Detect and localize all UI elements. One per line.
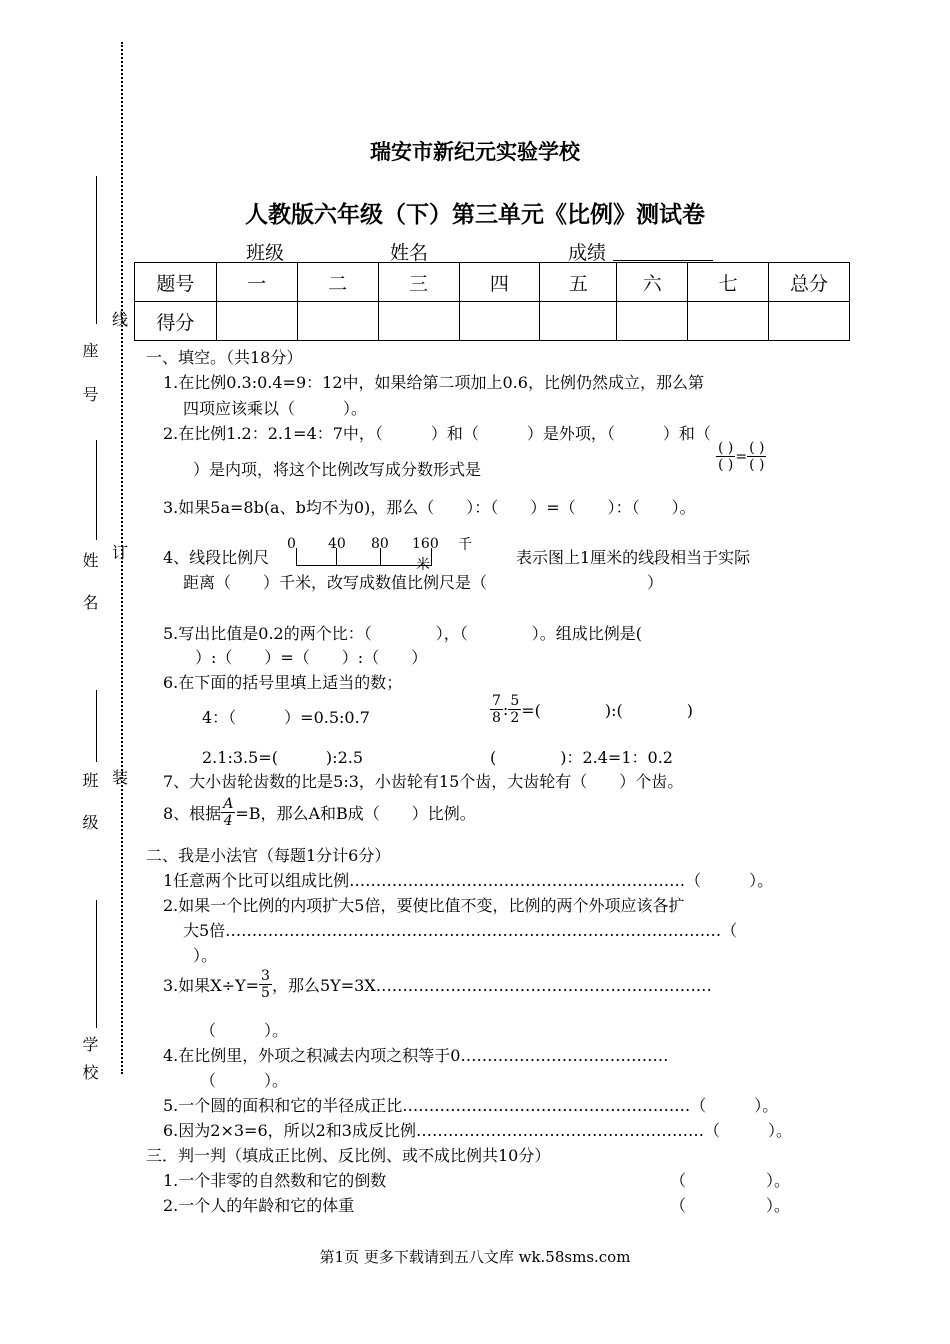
school-line <box>96 900 97 1028</box>
s2-q3-prefix: 3.如果X÷Y= <box>163 976 260 995</box>
side-label-zhuang: 装 <box>112 768 129 787</box>
fraction: $\frac{7}{8}$ <box>492 693 501 726</box>
scale-unit: 千 <box>458 537 472 553</box>
school-name: 瑞安市新纪元实验学校 <box>370 139 580 164</box>
score-row-label: 得分 <box>135 302 217 341</box>
s2-q4-blank: （ ）。 <box>200 1071 289 1090</box>
scale-unit: 米 <box>416 557 430 573</box>
table-row <box>135 302 850 341</box>
s1-q6: 6.在下面的括号里填上适当的数； <box>163 673 403 692</box>
table-header-cell: 二 <box>297 263 378 302</box>
score-field-label: 成绩 <box>568 242 607 264</box>
table-header-cell: 总分 <box>769 263 850 302</box>
section1-heading: 一、填空。（共18分） <box>146 348 303 367</box>
score-cell[interactable] <box>378 302 459 341</box>
s2-q5: 5.一个圆的面积和它的半径成正比………………………………………………（ ）。 <box>163 1096 779 1115</box>
table-header-cell: 四 <box>459 263 540 302</box>
score-table <box>134 262 850 341</box>
s1-q7: 7、大小齿轮齿数的比是5:3，小齿轮有15个齿，大齿轮有（ ）个齿。 <box>163 772 684 791</box>
s1-q6-c: 2.1:3.5=( ):2.5 <box>202 748 364 767</box>
score-cell[interactable] <box>617 302 688 341</box>
scale-tick-label: 0 <box>287 536 296 552</box>
s2-q3-suffix: ，那么5Y=3X……………………………………………………… <box>271 976 712 995</box>
s1-q8-prefix: 8、根据 <box>163 804 222 823</box>
s1-q8-suffix: =B，那么A和B成（ ）比例。 <box>235 804 476 823</box>
s2-q3-blank: （ ）。 <box>200 1021 289 1040</box>
s1-q6-d: ( )：2.4=1：0.2 <box>490 748 673 767</box>
scale-tick-label: 160 <box>412 536 439 552</box>
s3-q2: 2.一个人的年龄和它的体重 <box>163 1196 355 1215</box>
s1-q6-b-rest: =( ):( ) <box>521 701 694 720</box>
seat-number-label: 座号 <box>80 342 99 430</box>
s1-q6-a: 4：（ ）=0.5:0.7 <box>202 708 370 727</box>
page-footer: 第1页 更多下载请到五八文库 wk.58sms.com <box>319 1248 631 1266</box>
s2-q2-line3: ）。 <box>193 946 218 965</box>
score-cell[interactable] <box>769 302 850 341</box>
scale-tick-label: 40 <box>328 536 346 552</box>
table-header-cell: 七 <box>688 263 769 302</box>
score-cell[interactable] <box>688 302 769 341</box>
s1-q2-line2: ）是内项，将这个比例改写成分数形式是 <box>193 460 482 479</box>
name-label: 姓名 <box>80 552 99 636</box>
s1-q8 <box>163 796 476 829</box>
class-field-label: 班级 <box>246 242 285 264</box>
name-line <box>96 440 97 540</box>
score-cell[interactable] <box>297 302 378 341</box>
s3-q2-blank: （ ）。 <box>670 1196 791 1215</box>
class-line <box>96 690 97 762</box>
s3-q1-blank: （ ）。 <box>670 1171 791 1190</box>
s2-q2-line2: 大5倍…………………………………………………………………………………（ <box>183 921 738 940</box>
score-underline <box>613 260 713 261</box>
score-cell[interactable] <box>216 302 297 341</box>
section2-heading: 二、我是小法官（每题1分计6分） <box>146 846 391 865</box>
class-label: 班级 <box>80 772 99 856</box>
s2-q4-line1: 4.在比例里，外项之积减去内项之积等于0………………………………… <box>163 1046 669 1065</box>
fraction-blank: $\frac{( )}{( )}$ <box>749 440 765 473</box>
scale-tick-label: 80 <box>371 536 389 552</box>
school-label: 学校 <box>80 1036 99 1092</box>
s1-q4-suffix: 表示图上1厘米的线段相当于实际 <box>516 548 751 567</box>
table-header-cell: 题号 <box>135 263 217 302</box>
s3-q1: 1.一个非零的自然数和它的倒数 <box>163 1171 387 1190</box>
score-cell[interactable] <box>459 302 540 341</box>
table-header-cell: 五 <box>540 263 617 302</box>
table-header-cell: 三 <box>378 263 459 302</box>
s1-q1-line2: 四项应该乘以（ ）。 <box>183 399 368 418</box>
s1-q5-line1: 5.写出比值是0.2的两个比：（ ），（ ）。组成比例是( <box>163 624 642 643</box>
s1-q2-line1: 2.在比例1.2：2.1=4：7中，（ ）和（ ）是外项，（ ）和（ <box>163 424 711 443</box>
s2-q3 <box>163 968 712 1001</box>
score-cell[interactable] <box>540 302 617 341</box>
table-header-cell: 一 <box>216 263 297 302</box>
s1-q6-b <box>490 693 693 726</box>
fraction: $\frac{A}{4}$ <box>223 796 234 829</box>
s1-q4-line2: 距离（ ）千米，改写成数值比例尺是（ ） <box>183 573 664 592</box>
fraction: $\frac{5}{2}$ <box>510 693 520 726</box>
section3-heading: 三．判一判（填成正比例、反比例、或不成比例共10分） <box>146 1146 551 1165</box>
side-label-xian: 线 <box>112 310 129 329</box>
table-row <box>135 263 850 302</box>
fraction-blank: $\frac{( )}{( )}$ <box>718 440 734 473</box>
s1-q2-fraction-equation <box>716 440 766 473</box>
s1-q5-line2: ）:（ ）=（ ）:（ ） <box>195 648 428 667</box>
s1-q4-prefix: 4、线段比例尺 <box>163 548 270 567</box>
s2-q6: 6.因为2×3=6，所以2和3成反比例………………………………………………（ ）。 <box>163 1121 792 1140</box>
ratio-colon: : <box>502 700 509 719</box>
name-field-label: 姓名 <box>390 242 429 264</box>
exam-title: 人教版六年级（下）第三单元《比例》测试卷 <box>245 201 705 228</box>
equals-sign: = <box>735 448 748 465</box>
s1-q1-line1: 1.在比例0.3:0.4=9：12中，如果给第二项加上0.6，比例仍然成立，那么第 <box>163 373 704 392</box>
side-label-ding: 订 <box>112 543 129 562</box>
fraction: $\frac{3}{5}$ <box>261 968 270 1001</box>
table-header-cell: 六 <box>617 263 688 302</box>
s2-q2-line1: 2.如果一个比例的内项扩大5倍，要使比值不变，比例的两个外项应该各扩 <box>163 896 685 915</box>
s2-q1: 1任意两个比可以组成比例………………………………………………………（ ）。 <box>163 871 774 890</box>
s1-q3: 3.如果5a=8b(a、b均不为0)，那么（ ）：（ ）=（ ）：（ ）。 <box>163 498 696 517</box>
